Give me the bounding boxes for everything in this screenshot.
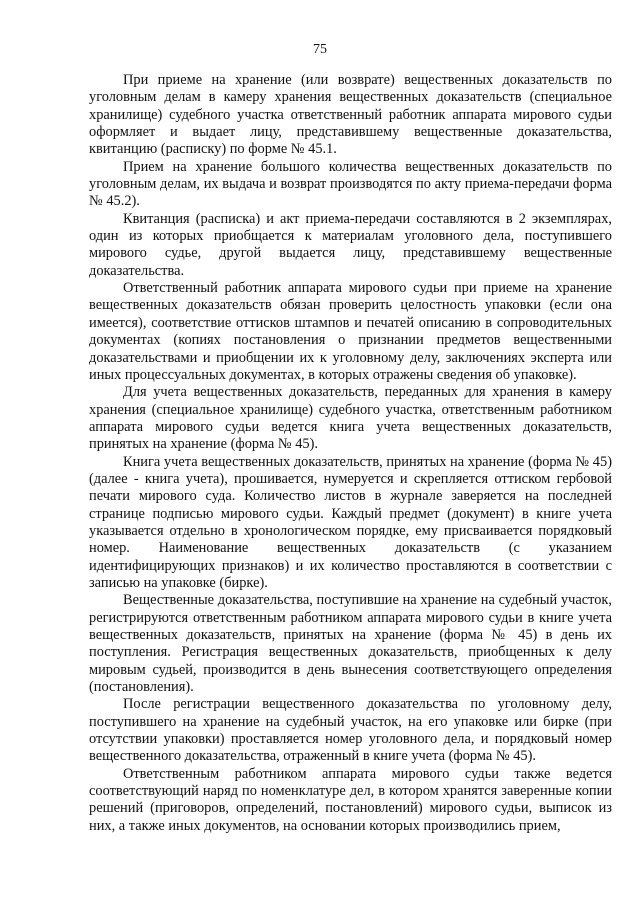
paragraph-register-book: Для учета вещественных доказательств, переданных для хранения в камеру хранения (специальное хранилище) судебного участка, ответственным работником аппарата мирового судьи ведется книга учета вещественных доказательств, принятых на хранение (форма № 45). (89, 384, 612, 453)
page-number: 75 (313, 42, 327, 57)
paragraph-registration: Вещественные доказательства, поступившие на хранение на судебный участок, регистрируются ответственным работником аппарата мирового судьи в книге учета вещественных доказательств, принятых на хранение (форма № 45) в день их поступления. Регистрация вещественных доказательств, приобщенных к делу мировым судьей, производится в день вынесения соответствующего определения (постановления). (89, 592, 612, 696)
paragraph-receipt-copies: Квитанция (расписка) и акт приема-передачи составляются в 2 экземплярах, один из которых приобщается к материалам уголовного дела, поступившего мирового судье, другой выдается лицу, представившему вещественные доказательства. (89, 210, 612, 279)
paragraph-receipt-issuance: При приеме на хранение (или возврате) вещественных доказательств по уголовным делам в камеру хранения вещественных доказательств (специальное хранилище) судебного участка ответственный работник аппарата мирового судьи оформляет и выдает лицу, представившему вещественные доказательства, квитанцию (расписку) по форме № 45.1. (89, 72, 612, 158)
paragraph-bulk-acceptance: Прием на хранение большого количества вещественных доказательств по уголовным делам, их выдача и возврат производятся по акту приема-передачи форма № 45.2). (89, 158, 612, 210)
paragraph-packaging-check: Ответственный работник аппарата мирового судьи при приеме на хранение вещественных доказательств обязан проверить целостность упаковки (если она имеется), соответствие оттисков штампов и печатей описанию в сопроводительных документах (копиях постановления о признании предметов вещественными доказательствами и приобщении их к уголовному делу, заключениях эксперта или иных процессуальных документах, в которых отражены сведения об упаковке). (89, 280, 612, 383)
paragraph-file-nomenclature: Ответственным работником аппарата мирового судьи также ведется соответствующий наряд по номенклатуре дел, в котором хранятся заверенные копии решений (приговоров, определений, постановлений) мирового судьи, выписок из них, а также иных документов, на основании которых производились прием, (89, 765, 612, 834)
paragraph-labeling: После регистрации вещественного доказательства по уголовному делу, поступившего на хранение на судебный участок, на его упаковке или бирке (при отсутствии упаковки) проставляется номер уголовного дела, и порядковый номер вещественного доказательства, отраженный в книге учета (форма № 45). (89, 696, 612, 765)
body-text (89, 72, 612, 835)
paragraph-book-binding: Книга учета вещественных доказательств, принятых на хранение (форма № 45) (далее - книга учета), прошивается, нумеруется и скрепляется оттиском гербовой печати мирового суда. Количество листов в журнале заверяется на последней странице подписью мирового судьи. Каждый предмет (документ) в книге учета указывается отдельно в хронологическом порядке, ему присваивается порядковый номер. Наименование вещественных доказательств (с указанием идентифицирующих признаков) и их количество проставляются в соответствии с записью на упаковке (бирке). (89, 453, 612, 591)
